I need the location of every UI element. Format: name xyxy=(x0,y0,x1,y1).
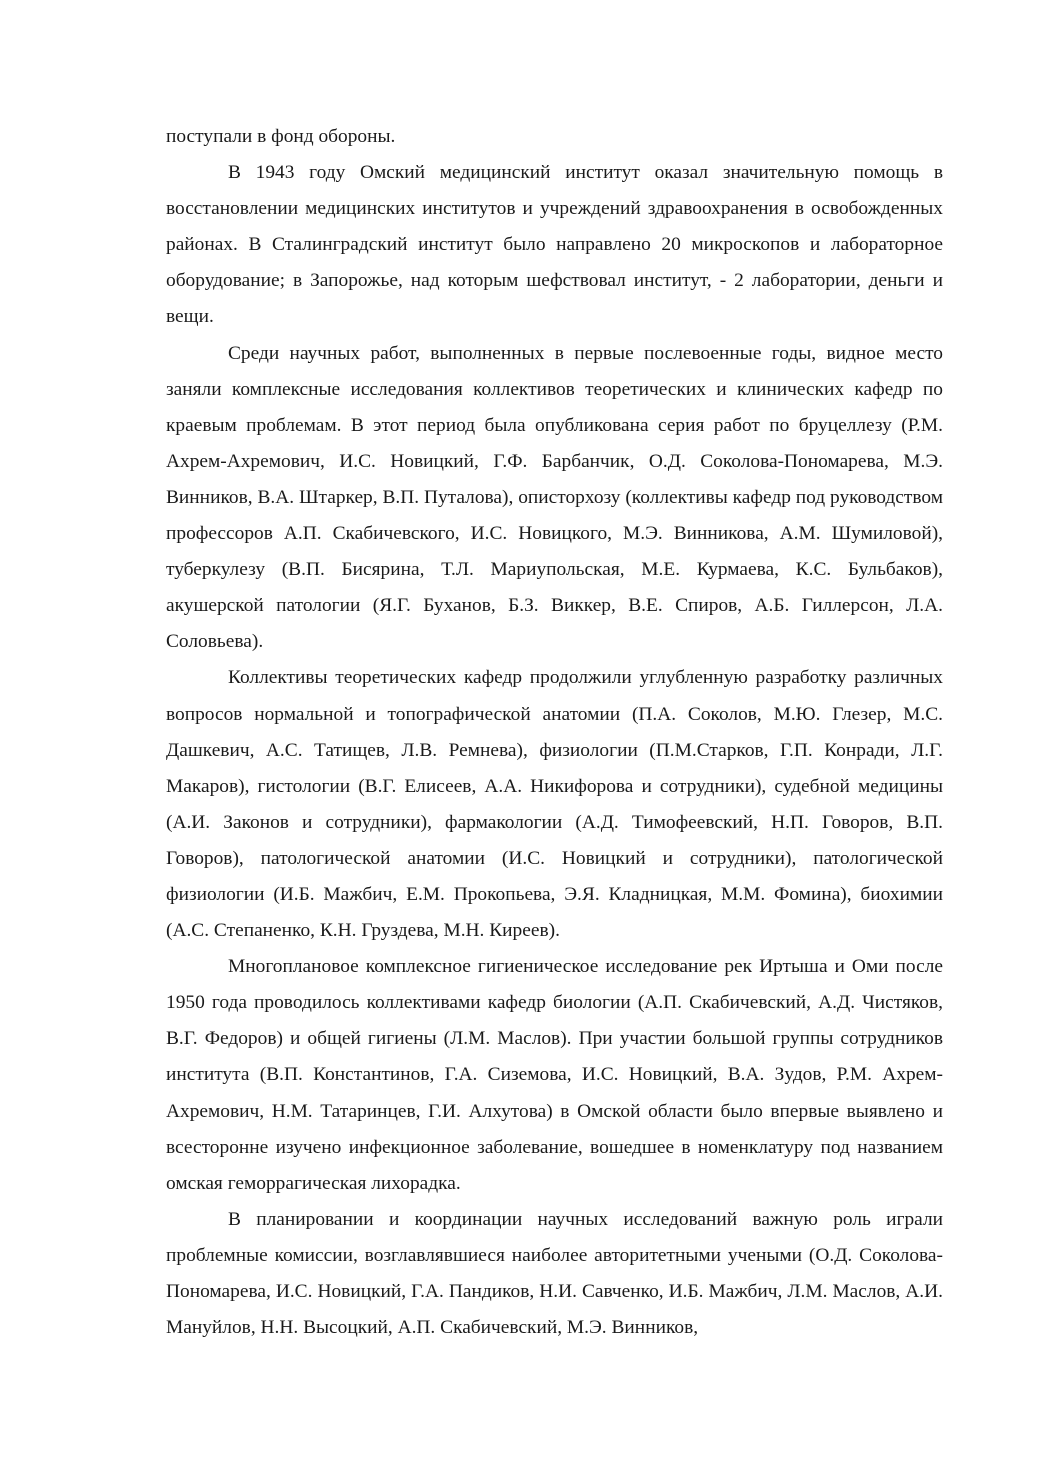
paragraph-problem-commissions: В планировании и координации научных исследований важную роль играли проблемные комиссии, возглавлявшиеся наиболее авторитетными учеными (О.Д. Соколова-Пономарева, И.С. Новицкий, Г.А. Пандиков, Н.И. Савченко, И.Б. Мажбич, Л.М. Маслов, А.И. Мануйлов, Н.Н. Высоцкий, А.П. Скабичевский, М.Э. Винников, xyxy=(166,1208,943,1339)
document-body xyxy=(166,119,943,1346)
paragraph-1943-assistance: В 1943 году Омский медицинский институт оказал значительную помощь в восстановлении медицинских институтов и учреждений здравоохранения в освобожденных районах. В Сталинградский институт было направлено 20 микроскопов и лабораторное оборудование; в Запорожье, над которым шефствовал институт, - 2 лаборатории, деньги и вещи. xyxy=(166,162,943,328)
paragraph-hygiene-study: Многоплановое комплексное гигиеническое исследование рек Иртыша и Оми после 1950 года проводилось коллективами кафедр биологии (А.П. Скабичевский, А.Д. Чистяков, В.Г. Федоров) и общей гигиены (Л.М. Маслов). При участии большой группы сотрудников института (В.П. Константинов, Г.А. Сиземова, И.С. Новицкий, В.А. Зудов, Р.М. Ахрем-Ахремович, Н.М. Татаринцев, Г.И. Алхутова) в Омской области было впервые выявлено и всесторонне изучено инфекционное заболевание, вошедшее в номенклатуру под названием омская геморрагическая лихорадка. xyxy=(166,956,943,1194)
paragraph-theoretical-departments: Коллективы теоретических кафедр продолжили углубленную разработку различных вопросов нормальной и топографической анатомии (П.А. Соколов, М.Ю. Глезер, М.С. Дашкевич, А.С. Татищев, Л.В. Ремнева), физиологии (П.М.Старков, Г.П. Конради, Л.Г. Макаров), гистологии (В.Г. Елисеев, А.А. Никифорова и сотрудники), судебной медицины (А.И. Законов и сотрудники), фармакологии (А.Д. Тимофеевский, Н.П. Говоров, В.П. Говоров), патологической анатомии (И.С. Новицкий и сотрудники), патологической физиологии (И.Б. Мажбич, Е.М. Прокопьева, Э.Я. Кладницкая, М.М. Фомина), биохимии (А.С. Степаненко, К.Н. Груздева, М.Н. Киреев). xyxy=(166,667,943,942)
paragraph-postwar-research: Среди научных работ, выполненных в первые послевоенные годы, видное место заняли комплексные исследования коллективов теоретических и клинических кафедр по краевым проблемам. В этот период была опубликована серия работ по бруцеллезу (Р.М. Ахрем-Ахремович, И.С. Новицкий, Г.Ф. Барбанчик, О.Д. Соколова-Пономарева, М.Э. Винников, В.А. Штаркер, В.П. Путалова), описторхозу (коллективы кафедр под руководством профессоров А.П. Скабичевского, И.С. Новицкого, М.Э. Винникова, А.М. Шумиловой), туберкулезу (В.П. Бисярина, Т.Л. Мариупольская, М.Е. Курмаева, К.С. Бульбаков), акушерской патологии (Я.Г. Буханов, Б.З. Виккер, В.Е. Спиров, А.Б. Гиллерсон, Л.А. Соловьева). xyxy=(166,342,943,653)
paragraph-continuation: поступали в фонд обороны. xyxy=(166,126,396,147)
